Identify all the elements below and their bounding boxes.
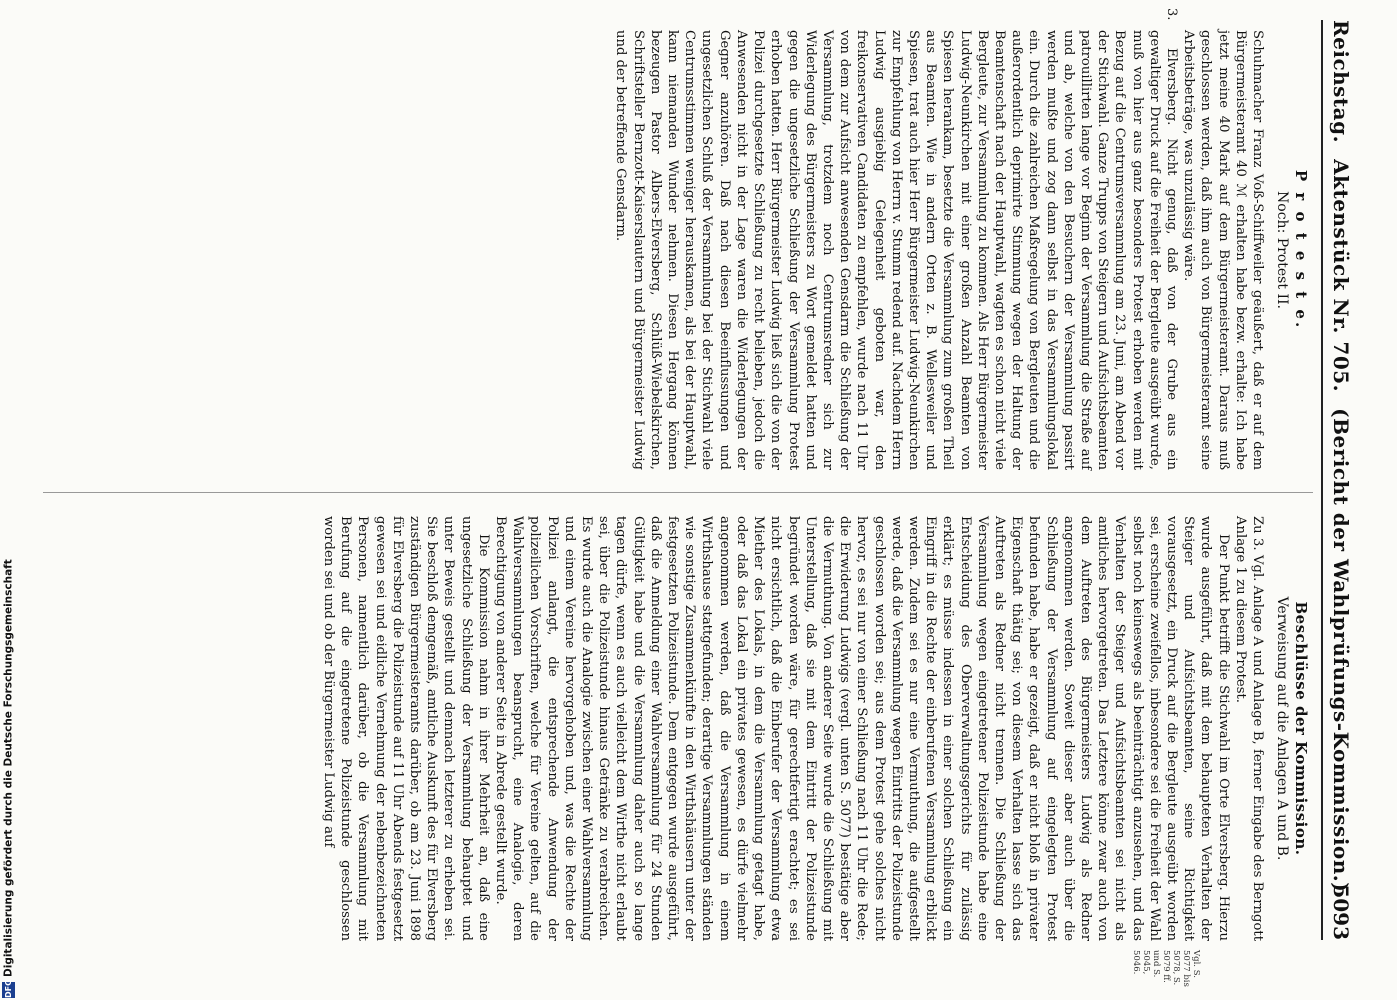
right-paragraph-decision: Die Kommission nahm in ihrer Mehrheit an, daß eine ungesetzliche Schließung der Versammlung behauptet und unter Beweis gestellt und demnach letzterer zu erheben sei. Sie beschloß demgemäß, amtliche Auskunft des für Elversberg zuständigen Bürgermeisteramts darüber, ob am 23. Juni 1898 für Elversberg die Polizeistunde auf 11 Uhr Abends festgesetzt gewesen sei und eidliche Vernehmung der nebenbezeichneten Personen, namentlich darüber, ob die Versammlung mit Berufung auf die eingetretene Polizeistunde geschlossen worden sei und ob der Bürgermeister Ludwig auf [321,516,491,941]
dfg-logo-icon: DFG [4,979,13,998]
running-head-section: Reichstag. [1329,20,1353,144]
left-paragraph-intro: Schuhmacher Franz Voß-Schiffweiler geäußert, daß er auf dem Bürgermeisteramt 40 ℳ erhalten habe bezw. erhalte: Ich habe jetzt meine 40 Mark auf dem Bürgermeisteramt. Daraus muß geschlossen werden, daß ihm auch von Bürgermeisteramt seine Arbeitsbeträge, was unzulässig wäre. [1181,30,1265,470]
left-column-subtitle: Noch: Protest II. [1274,191,1290,309]
left-column-title: P r o t e s t e. [1292,169,1310,331]
digitization-credit [2,559,15,998]
right-paragraph-reference: Zu 3. Vgl. Anlage A und Anlage B, ferner Eingabe des Berngott Anlage 1 zu diesem Protest. [1232,516,1265,941]
column-divider [43,492,1313,493]
running-head [1329,20,1353,892]
right-column-subtitle: Verweisung auf die Anlagen A und B. [1274,596,1290,861]
item-number: 3. [1163,8,1179,21]
page-header [1321,20,1357,940]
digitization-credit-text: Digitalisierung gefördert durch die Deutsche Forschungsgemeinschaft [2,559,15,977]
right-paragraph-discussion: Der Punkt betrifft die Stichwahl im Orte Elversberg. Hierzu wurde ausgeführt, daß mit dem behaupteten Verhalten der Steiger und Aufsichtsbeamten, seine Richtigkeit vorausgesetzt, ein Druck auf die Bergleute ausgeübt worden sei, erscheine zweifellos, inbesondere sei die Freiheit der Wahl selbst noch keineswegs als beeinträchtigt anzusehen, und das Verhalten der Steiger und Aufsichtsbeamten sei nicht als amtliches hervorgetreten. Das Letztere könne zwar auch von dem Auftreten des Bürgermeisters Ludwig als Redner angenommen werden. Soweit dieser aber auch über die Schließung der Versammlung auf eingelegten Protest befunden habe, habe er gezeigt, daß er nicht bloß in privater Eigenschaft thätig sei; von diesem Verhalten lasse sich das Auftreten als Redner nicht trennen. Die Schließung der Versammlung wegen eingetretener Polizeistunde habe eine Entscheidung des Oberverwaltungsgerichts für zulässig erklärt; es müsse indessen in einer solchen Schließung ein Eingriff in die Rechte der einberufenen Versammlung erblickt werden. Zudem sei es nur eine Vermuthung, die aufgestellt werde, daß die Versammlung wegen Eintritts der Polizeistunde geschlossen worden sei; aus dem Protest gehe solches nicht hervor, es sei nur von einer Schließung nach 11 Uhr die Rede; die Erwiderung Ludwigs (vergl. unten S. 5077) bestätige aber die Vermuthung. Von anderer Seite wurde die Schließung mit Unterstellung, daß sie mit dem Eintritt der Polizeistunde begründet worden wäre, für gerechtfertigt erachtet; es sei nicht ersichtlich, daß die Einberufer der Versammlung etwa Miether des Lokals, in dem die Versammlung getagt habe, oder daß das Lokal ein privates gewesen, es dürfe vielmehr angenommen werden, daß die Versammlung in einem Wirthshause stattgefunden; derartige Versammlungen ständen wie sonstige Zusammenkünfte in den Wirthshäusern unter der festgesetzten Polizeistunde. Dem entgegen wurde ausgeführt, daß die Anmeldung einer Wahlversammlung für 24 Stunden Gültigkeit habe und die Versammlung daher auch so lange tagen dürfe, wenn es auch vielleicht dem Wirthe nicht erlaubt sei, über die Polizeistunde hinaus Getränke zu verabreichen. Es wurde auch die Analogie zwischen einer Wahlversammlung und einem Vereine hervorgehoben und, was die Rechte der Polizei anlangt, die entsprechende Anwendung der polizeilichen Vorschriften, welche für Vereine gelten, auf die Wahlversammlungen beansprucht, eine Analogie, deren Berechtigung von anderer Seite in Abrede gestellt wurde. [493,516,1231,941]
margin-reference-note: Vgl. S. 5077 bis 5078, S. 5079 ff. und S. 5045, 5046. [1131,950,1201,987]
right-column [320,516,1311,941]
page-number: 5093 [1329,884,1353,940]
left-paragraph-item: Elversberg. Nicht genug, daß von der Grube aus ein gewaltiger Druck auf die Freiheit der Bergleute ausgeübt wurde, muß von hier aus ganz besonders Protest erhoben werden mit Bezug auf die Centrumsversammlung am 23. Juni, am Abend vor der Stichwahl. Ganze Trupps von Steigern und Aufsichtsbeamten patrouillirten lange vor Beginn der Versammlung die Straße auf und ab, welche von den Besuchern der Versammlung passirt werden mußte und zog dann selbst in das Versammlungslokal ein. Durch die zahlreichen Maßregelung von Bergleuten und die außerordentlich deprimirte Stimmung wegen der Haltung der Beamtenschaft nach der Hauptwahl, wagten es schon nicht viele Bergleute, zur Versammlung zu kommen. Als Herr Bürgermeister Ludwig-Neunkirchen mit einer großen Anzahl Beamten von Spiesen herankam, besetzte die Versammlung zum großen Theil aus Beamten. Wie in andern Orten z. B. Wellesweiler und Spiesen, trat auch hier Herr Bürgermeister Ludwig-Neunkirchen zur Empfehlung von Herrn v. Stumm redend auf. Nachdem Herrn Ludwig ausgiebig Gelegenheit geboten war, den freikonservativen Candidaten zu empfehlen, wurde nach 11 Uhr von dem zur Aufsicht anwesenden Gensdarm die Schließung der Versammlung, trotzdem noch Centrumsredner sich zur Widerlegung des Bürgermeisters zu Wort gemeldet hatten und gegen die ungesetzliche Schließung der Versammlung Protest erhoben hatten. Herr Bürgermeister Ludwig ließ sich die von der Polizei durchgesetzte Schließung zu recht belieben, jedoch die Anwesenden nicht in der Lage waren die Widerlegungen der Gegner anzuhören. Daß nach diesen Beeinflussungen und ungesetzlichen Schluß der Versammlung bei der Stichwahl viele Centrumsstimmen weniger herauskamen, als bei der Hauptwahl, kann niemanden Wunder nehmen. Diesen Hergang können bezeugen Pastor Albers-Elversberg, Schlüß-Wiebelskirchen, Schriftsteller Bernzott-Kaiserslautern und Bürgermeister Ludwig und der betreffende Gensdarm. [613,30,1179,470]
right-column-title: Beschlüsse der Kommission. [1292,601,1310,856]
running-head-report: (Bericht der Wahlprüfungs-Kommission.) [1329,408,1353,893]
running-head-document: Aktenstück Nr. 705. [1329,159,1353,393]
left-column [612,8,1311,470]
